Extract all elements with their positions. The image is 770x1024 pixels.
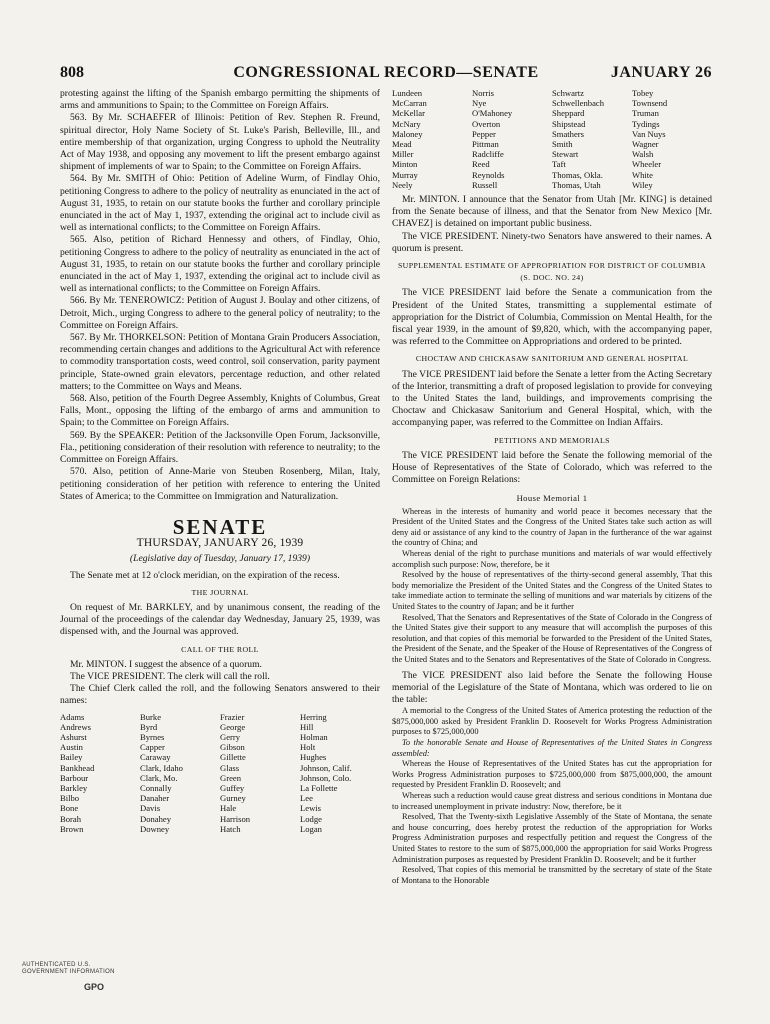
senator-name: Tydings — [632, 118, 660, 129]
senator-name: Byrnes — [140, 731, 165, 742]
paragraph: The Chief Clerk called the roll, and the following Senators answered to their names: — [60, 683, 380, 707]
senator-name: Townsend — [632, 98, 668, 109]
paragraph: The VICE PRESIDENT laid before the Senate the following memorial of the House of Representatives of the State of Colorado, which was referred to the Committee on Foreign Relations: — [392, 449, 712, 486]
senator-name: Lodge — [300, 813, 322, 824]
senator-name: Overton — [472, 118, 501, 129]
senator-name: Bone — [60, 803, 79, 814]
senator-name: Pepper — [472, 128, 496, 139]
senator-name: Downey — [140, 823, 170, 834]
senator-name: Gibson — [220, 742, 245, 753]
page-number: 808 — [60, 64, 84, 81]
senator-name: Shipstead — [552, 118, 586, 129]
senator-name: Hill — [300, 721, 314, 732]
paragraph: The VICE PRESIDENT laid before the Senate a letter from the Acting Secretary of the Interior, transmitting a draft of proposed legislation to provide for conveying to the United States the land, buildings, and improvements comprising the Choctaw and Chickasaw Sanitorium and General Hospital, which, with the accompanying paper, was referred to the Committee on Indian Affairs. — [392, 368, 712, 429]
paragraph: A memorial to the Congress of the United States of America protesting the reduction of the $875,000,000 asked by President Franklin D. Roosevelt for Works Progress Administration purposes to $725,000,000 — [392, 706, 712, 737]
paragraph: The VICE PRESIDENT. The clerk will call the roll. — [70, 670, 270, 682]
senator-name: Reed — [472, 159, 490, 170]
senator-name: Stewart — [552, 149, 579, 160]
legislative-day: (Legislative day of Tuesday, January 17, 1939) — [129, 553, 311, 565]
senator-name: Lewis — [300, 803, 322, 814]
right-column — [392, 88, 712, 886]
paragraph: Resolved, That the Senators and Representatives of the State of Colorado in the Congress of the United States give their support to any measure that will accomplish the purposes of this resolution, and that copies of this memorial be forwarded to the President of the United States, the President of the Senate, and the Speaker of the House of Representatives of the Congress of the United States and to the Senators and Representatives of the State of Colorado in Congress. — [392, 612, 712, 665]
senator-name: Norris — [472, 88, 494, 98]
senator-name: Tobey — [632, 88, 654, 98]
senator-name: Sheppard — [552, 108, 585, 119]
senator-name: Pittman — [472, 139, 499, 150]
paragraph: 564. By Mr. SMITH of Ohio: Petition of Adeline Wurm, of Findlay Ohio, petitioning Congress to adhere to the policy of neutrality as enunciated in the act of August 31, 1935, to retain on our statute books the further and corollary principle enunciated in the act of May 1, 1937, extending the original act to include civil as well as international conflicts; to the Committee on Foreign Affairs. — [60, 173, 380, 234]
senator-name: Maloney — [392, 128, 423, 139]
senator-name: McKellar — [392, 108, 425, 119]
section-heading: CHOCTAW AND CHICKASAW SANITORIUM AND GENERAL HOSPITAL — [415, 354, 689, 364]
senator-name: Capper — [140, 742, 165, 753]
senator-name: Donahey — [140, 813, 172, 824]
senator-name: La Follette — [300, 782, 338, 793]
senator-name: Holt — [300, 742, 316, 753]
senator-name: Smith — [552, 139, 573, 150]
section-heading: THE JOURNAL — [191, 587, 249, 597]
paragraph: 568. Also, petition of the Fourth Degree Assembly, Knights of Columbus, Great Falls, Mont., opposing the lifting of the embargo of arms and ammunition to Spain; to the Committee on Foreign Affairs. — [60, 393, 380, 429]
senator-name: Bilbo — [60, 793, 80, 804]
section-heading: CALL OF THE ROLL — [181, 644, 259, 654]
senator-name: Austin — [60, 742, 83, 753]
senator-name: Connally — [140, 782, 172, 793]
paragraph: 567. By Mr. THORKELSON: Petition of Montana Grain Producers Association, recommending certain changes and additions to the Agricultural Act with reference to commodity transportation costs, weed control, soil conservation, parity payment principle, State-owned grain elevators, percentage reduction, and other related matters; to the Committee on Ways and Means. — [60, 332, 380, 392]
seal-gpo: GPO — [84, 982, 105, 992]
publication-title: CONGRESSIONAL RECORD—SENATE — [233, 64, 539, 81]
seal-text: AUTHENTICATED U.S. GOVERNMENT INFORMATION — [22, 962, 115, 975]
senator-name: Gerry — [220, 731, 241, 742]
senator-name: Borah — [60, 813, 82, 824]
paragraph: protesting against the lifting of the Spanish embargo permitting the shipments of arms and ammunitions to Spain; to the Committee on Foreign Affairs. — [60, 88, 380, 112]
senator-name: Schwartz — [552, 88, 584, 98]
senator-name: Hatch — [220, 823, 241, 834]
paragraph: Whereas the House of Representatives of the United States has cut the appropriation for Works Progress Administration purposes to $725,000,000 from $875,000,000, the amount requested by President Franklin D. Roosevelt; and — [392, 759, 712, 790]
senator-name: Danaher — [140, 793, 170, 804]
senator-name: Clark, Mo. — [140, 772, 178, 783]
senator-name: Bankhead — [60, 762, 95, 773]
senator-name: Smathers — [552, 128, 584, 139]
senator-name: Gurney — [220, 793, 246, 804]
senator-name: Taft — [552, 159, 566, 170]
paragraph: Whereas in the interests of humanity and world peace it becomes necessary that the President of the United States and the Congress of the United States take such action as will deny aid or assistance of any kind to the country of Japan in the furtherance of the war against the country of China; and — [392, 506, 712, 548]
paragraph: Mr. MINTON. I suggest the absence of a quorum. — [70, 658, 262, 670]
senator-name: George — [220, 721, 246, 732]
senator-name: White — [632, 169, 653, 180]
paragraph: The Senate met at 12 o'clock meridian, on the expiration of the recess. — [70, 569, 340, 581]
senator-name: Hale — [220, 803, 237, 814]
senator-name: Walsh — [632, 149, 654, 160]
senator-name: Wagner — [632, 139, 659, 150]
paragraph: Mr. MINTON. I announce that the Senator from Utah [Mr. KING] is detained from the Senate because of illness, and that the Senator from New Mexico [Mr. CHAVEZ] is detained on important public business. — [392, 194, 712, 230]
paragraph: The VICE PRESIDENT also laid before the Senate the following House memorial of the Legislature of the State of Montana, which was ordered to lie on the table: — [392, 669, 712, 706]
senator-name: Brown — [60, 823, 84, 834]
senator-name: Logan — [300, 823, 322, 834]
senator-name: Harrison — [220, 813, 251, 824]
senator-name: Clark, Idaho — [140, 762, 183, 773]
paragraph: 570. Also, petition of Anne-Marie von Steuben Rosenberg, Milan, Italy, petitioning consideration of her petition with reference to entering the United States of America; to the Committee on Immigration and Naturalization. — [60, 466, 380, 502]
senator-name: Gillette — [220, 752, 246, 763]
paragraph: Resolved by the house of representatives of the thirty-second general assembly, That this body memorialize the President of the United States and the Congress of the United States to take immediate action to terminate the selling of munitions and war materials by citizens of the United States to the country of Japan; and be it further — [392, 570, 712, 612]
paragraph: The VICE PRESIDENT. Ninety-two Senators have answered to their names. A quorum is present. — [392, 230, 712, 254]
roll-call-names-left — [60, 712, 380, 834]
senator-name: Radcliffe — [472, 149, 504, 160]
senator-name: Neely — [392, 179, 413, 190]
roll-call-names-right — [392, 88, 712, 190]
paragraph: On request of Mr. BARKLEY, and by unanimous consent, the reading of the Journal of the proceedings of the calendar day Wednesday, January 25, 1939, was dispensed with, and the Journal was approved. — [60, 601, 380, 638]
paragraph: Whereas denial of the right to purchase munitions and materials of war would effectively accomplish such purpose: Now, therefore, be it — [392, 549, 712, 569]
senator-name: Thomas, Utah — [552, 179, 601, 190]
senator-name: Byrd — [140, 721, 158, 732]
paragraph: The VICE PRESIDENT laid before the Senate a communication from the President of the United States, transmitting a supplemental estimate of appropriation for the District of Columbia, Commission on Mental Health, for the fiscal year 1939, in the amount of $9,820, which, with the accompanying paper, was referred to the Committee on Appropriations and ordered to be printed. — [392, 287, 712, 348]
senator-name: Hughes — [300, 752, 327, 763]
paragraph: 566. By Mr. TENEROWICZ: Petition of August J. Boulay and other citizens, of Detroit, Mich., urging Congress to adhere to the general policy of neutrality; to the Committee on Foreign Affairs. — [60, 295, 380, 331]
paragraph: Whereas such a reduction would cause great distress and serious conditions in Montana due to increased unemployment in private industry: Now, therefore, be it — [392, 790, 712, 811]
page-header — [60, 64, 712, 86]
memorial-text-2 — [392, 706, 712, 886]
session-date: THURSDAY, JANUARY 26, 1939 — [136, 537, 304, 550]
senator-name: Holman — [300, 731, 328, 742]
memorial-text — [392, 507, 712, 666]
senator-name: O'Mahoney — [472, 108, 513, 119]
paragraph: Resolved, That the Twenty-sixth Legislative Assembly of the State of Montana, the senate and house concurring, does hereby protest the reduction of the appropriation for Works Progress Administration purposes and respectfully petition and request the Congress of the United States to restore to the sum of $875,000,000 the appropriation for said Works Progress Administration purposes as requested by President Franklin D. Roosevelt; and be it further — [392, 812, 712, 864]
senator-name: Reynolds — [472, 169, 505, 180]
senator-name: Johnson, Calif. — [300, 762, 352, 773]
senator-name: Murray — [392, 169, 418, 180]
senator-name: Mead — [392, 139, 412, 150]
senator-name: Barbour — [60, 772, 89, 783]
senator-name: Minton — [392, 159, 418, 170]
senator-name: Wiley — [632, 179, 653, 190]
section-heading: SUPPLEMENTAL ESTIMATE OF APPROPRIATION FOR DISTRICT OF COLUMBIA (S. DOC. NO. 24) — [397, 261, 707, 283]
memorial-heading: House Memorial 1 — [516, 492, 588, 503]
senator-name: Wheeler — [632, 159, 662, 170]
senator-name: Guffey — [220, 782, 245, 793]
senator-name: Burke — [140, 711, 162, 722]
senator-name: Bailey — [60, 752, 83, 763]
senator-name: Russell — [472, 179, 498, 190]
senator-name: Thomas, Okla. — [552, 169, 603, 180]
senator-name: Truman — [632, 108, 659, 119]
section-heading: PETITIONS AND MEMORIALS — [494, 435, 610, 445]
senator-name: Nye — [472, 98, 487, 109]
senator-name: Adams — [60, 711, 85, 722]
senator-name: McCarran — [392, 98, 427, 109]
senator-name: Johnson, Colo. — [300, 772, 352, 783]
senator-name: Glass — [220, 762, 240, 773]
header-date: JANUARY 26 — [610, 64, 712, 81]
senate-heading: SENATE — [172, 514, 268, 539]
senator-name: Lee — [300, 793, 313, 804]
left-column — [60, 88, 380, 838]
senator-name: McNary — [392, 118, 421, 129]
senator-name: Andrews — [60, 721, 92, 732]
senator-name: Caraway — [140, 752, 171, 763]
gpo-authenticated-seal — [22, 962, 132, 1012]
senator-name: Schwellenbach — [552, 98, 605, 109]
senator-name: Ashurst — [60, 731, 87, 742]
senator-name: Frazier — [220, 711, 245, 722]
senator-name: Barkley — [60, 782, 88, 793]
paragraph: Resolved, That copies of this memorial be transmitted by the secretary of state of the State of Montana to the Honorable — [392, 865, 712, 885]
senator-name: Herring — [300, 711, 327, 722]
senator-name: Miller — [392, 149, 414, 160]
senator-name: Lundeen — [392, 88, 423, 98]
paragraph: 569. By the SPEAKER: Petition of the Jacksonville Open Forum, Jacksonville, Fla., petitioning consideration of their resolution with reference to neutrality; to the Committee on Foreign Affairs. — [60, 429, 380, 466]
senator-name: Green — [220, 772, 241, 783]
paragraph: 565. Also, petition of Richard Hennessy and others, of Findlay, Ohio, petitioning Congress to adhere to the policy of neutrality as enunciated in the act of August 31, 1935, to retain on our statute books the further and corollary principle enunciated in the act of May 1, 1937, extending the original act to include civil as well as international conflicts; to the Committee on Foreign Affairs. — [60, 234, 380, 295]
paragraph: To the honorable Senate and House of Representatives of the United States in Congress assembled: — [392, 738, 712, 758]
paragraph: 563. By Mr. SCHAEFER of Illinois: Petition of Rev. Stephen R. Freund, spiritual director, Holy Name Society of St. Luke's Parish, Belleville, Ill., and entire membership of that organization, urging Congress to uphold the Neutrality Act of May 1938, and opposing any movement to lift the present embargo against shipment of implements of war to Spain; to the Committee on Foreign Affairs. — [60, 112, 380, 173]
senator-name: Davis — [140, 803, 161, 814]
senator-name: Van Nuys — [632, 128, 666, 139]
